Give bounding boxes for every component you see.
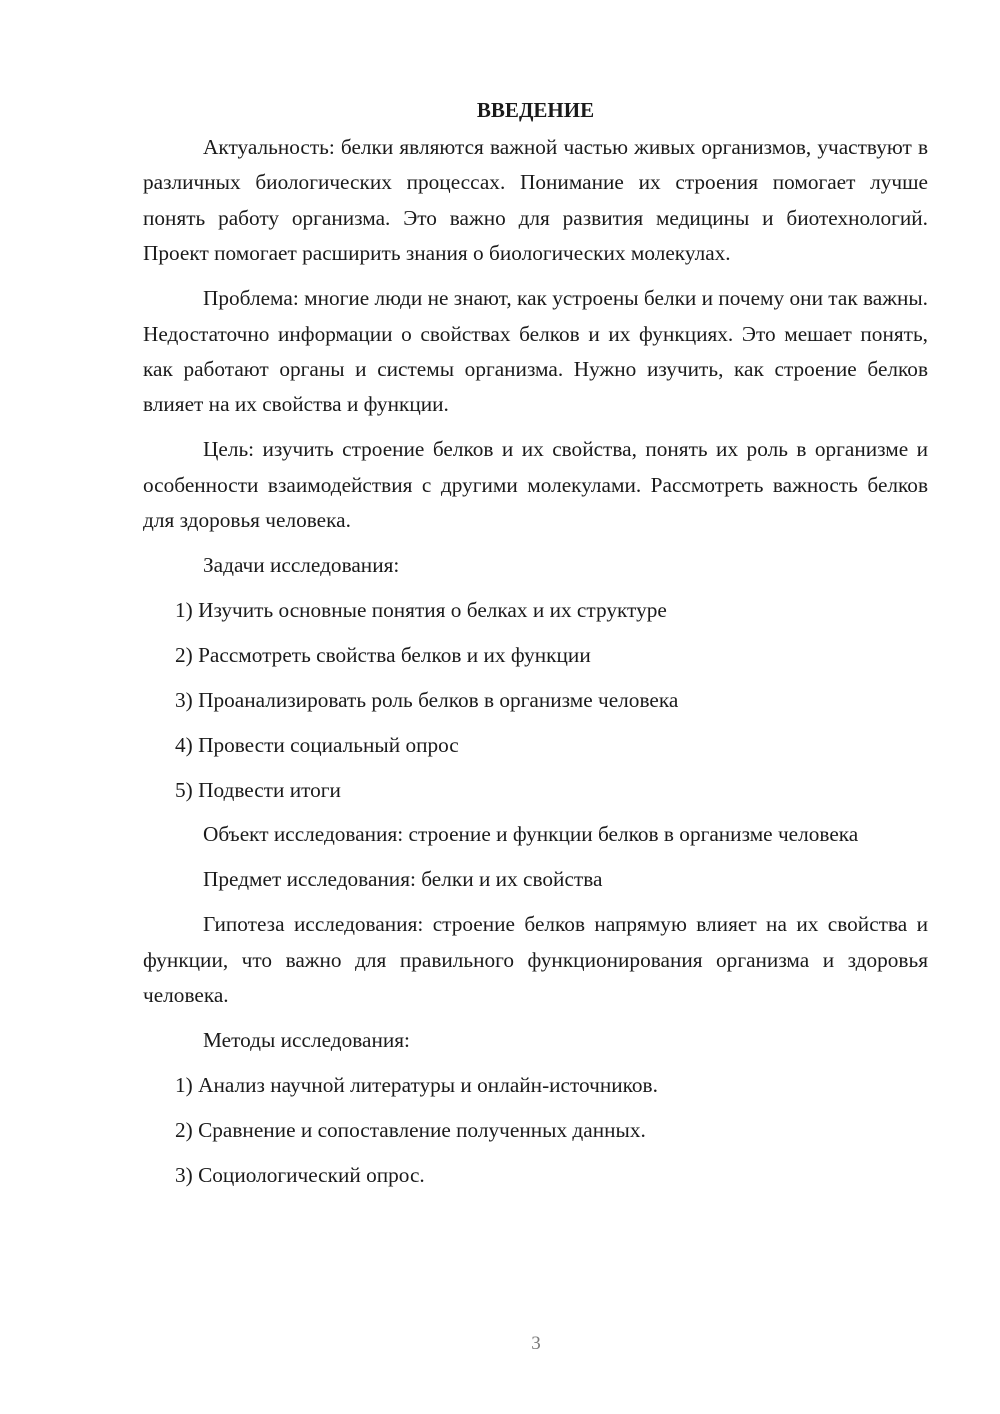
page-number: 3: [531, 1333, 541, 1354]
list-item: 2) Сравнение и сопоставление полученных данных.: [175, 1117, 646, 1142]
relevance-paragraph: Актуальность: белки являются важной частью живых организмов, участвуют в различных биологических процессах. Понимание их строения помогает лучше понять работу организма. Это важно для развития медицины и биотехнологий. Проект помогает расширить знания о биологических молекулах.: [143, 135, 928, 266]
page-content: [143, 95, 928, 1203]
tasks-label: Задачи исследования:: [203, 552, 400, 577]
list-item: 1) Анализ научной литературы и онлайн-источников.: [175, 1072, 658, 1097]
methods-label: Методы исследования:: [203, 1027, 410, 1052]
methods-list: [143, 1068, 928, 1193]
list-item: 5) Подвести итоги: [175, 777, 341, 802]
list-item: 1) Изучить основные понятия о белках и их структуре: [175, 597, 667, 622]
page-title: ВВЕДЕНИЕ: [476, 98, 595, 122]
goal-paragraph: Цель: изучить строение белков и их свойства, понять их роль в организме и особенности взаимодействия с другими молекулами. Рассмотреть важность белков для здоровья человека.: [143, 437, 928, 533]
subject-paragraph: Предмет исследования: белки и их свойства: [203, 867, 603, 892]
problem-paragraph: Проблема: многие люди не знают, как устроены белки и почему они так важны. Недостаточно информации о свойствах белков и их функциях. Это мешает понять, как работают органы и системы организма. Нужно изучить, как строение белков влияет на их свойства и функции.: [143, 286, 928, 417]
list-item: 2) Рассмотреть свойства белков и их функции: [175, 642, 591, 667]
list-item: 3) Социологический опрос.: [175, 1162, 425, 1187]
hypothesis-paragraph: Гипотеза исследования: строение белков напрямую влияет на их свойства и функции, что важно для правильного функционирования организма и здоровья человека.: [143, 912, 928, 1008]
list-item: 4) Провести социальный опрос: [175, 732, 459, 757]
list-item: 3) Проанализировать роль белков в организме человека: [175, 687, 679, 712]
object-paragraph: Объект исследования: строение и функции белков в организме человека: [203, 822, 859, 847]
tasks-list: [143, 593, 928, 808]
